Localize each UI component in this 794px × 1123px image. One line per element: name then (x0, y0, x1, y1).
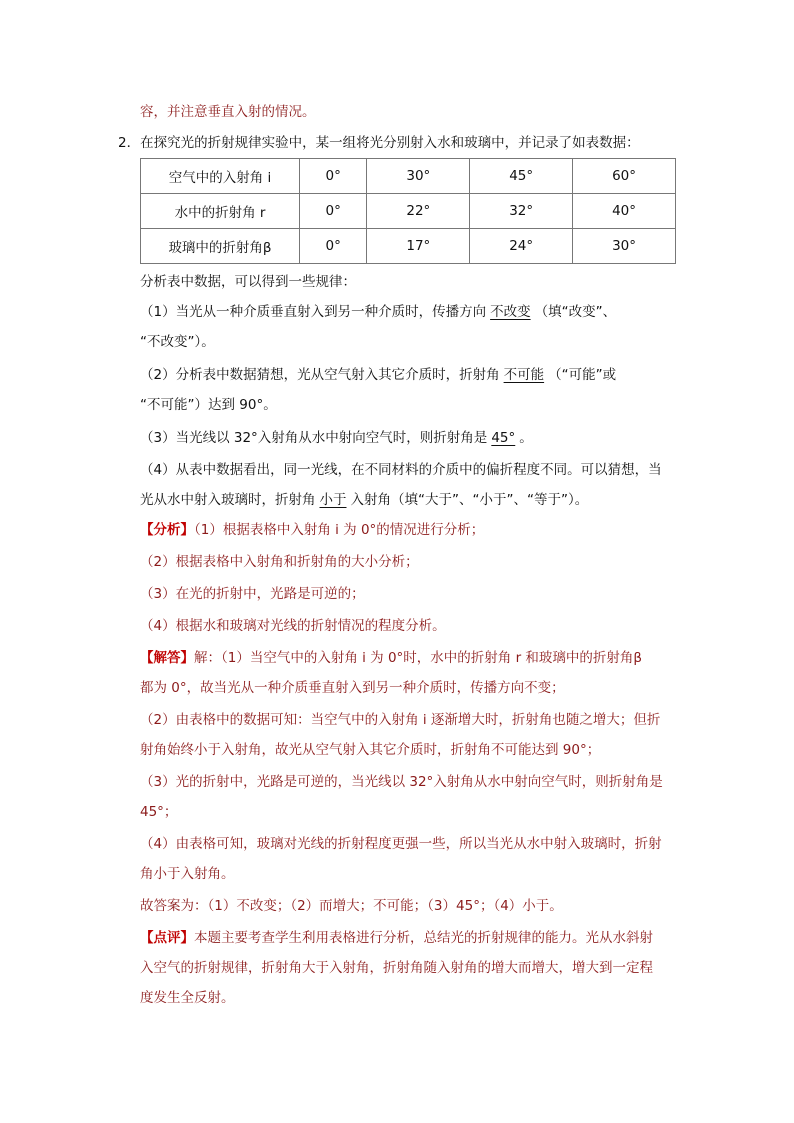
table-cell: 32° (470, 194, 573, 229)
q4-line2 (140, 490, 588, 510)
q1-text: （1）当光从一种介质垂直射入到另一种介质时，传播方向 (140, 304, 487, 320)
q1-line1 (140, 302, 616, 322)
fenxi-line2: （2）根据表格中入射角和折射角的大小分析； (140, 554, 419, 570)
table-cell: 45° (470, 159, 573, 194)
dianping-line3: 度发生全反射。 (140, 990, 235, 1006)
analysis-intro: 分析表中数据，可以得到一些规律： (140, 274, 356, 290)
table-cell: 40° (573, 194, 676, 229)
jieda-line1 (140, 648, 642, 668)
jieda-line3: （2）由表格中的数据可知：当空气中的入射角 i 逐渐增大时，折射角也随之增大；但折 (140, 712, 661, 728)
q2-answer-blank: 不可能 (503, 367, 545, 383)
jieda-tag: 【解答】 (140, 650, 194, 666)
dianping-line1 (140, 928, 653, 948)
fenxi-text: （1）根据表格中入射角 i 为 0°的情况进行分析； (194, 522, 485, 538)
fenxi-line1 (140, 520, 484, 540)
q3-answer-blank: 45° (491, 430, 516, 446)
jieda-line2: 都为 0°，故当光从一种介质垂直射入到另一种介质时，传播方向不变； (140, 680, 565, 696)
q4-text: 光从水中射入玻璃时，折射角 (140, 492, 316, 508)
jieda-text: 解：（1）当空气中的入射角 i 为 0°时，水中的折射角 r 和玻璃中的折射角β (194, 650, 643, 666)
table-row-label: 水中的折射角 r (141, 194, 300, 229)
jieda-line6: 45°； (140, 804, 178, 820)
jieda-line8: 角小于入射角。 (140, 866, 235, 882)
q3-text: （3）当光线以 32°入射角从水中射向空气时，则折射角是 (140, 430, 488, 446)
q2-line2: “不可能”）达到 90°。 (140, 397, 277, 413)
q1-answer-blank: 不改变 (490, 304, 531, 320)
table-cell: 17° (367, 229, 470, 264)
table-row (141, 229, 676, 264)
table-cell: 60° (573, 159, 676, 194)
table-row (141, 194, 676, 229)
question-number: 2． (118, 135, 141, 151)
fenxi-tag: 【分析】 (140, 522, 194, 538)
table-row-label: 空气中的入射角 i (141, 159, 300, 194)
table-cell: 0° (300, 229, 367, 264)
q2-text-b: （“可能”或 (548, 367, 617, 383)
q4-answer-blank: 小于 (319, 492, 347, 508)
fenxi-line3: （3）在光的折射中，光路是可逆的； (140, 586, 365, 602)
q3-line (140, 428, 533, 448)
answer-line: 故答案为：（1）不改变；（2）而增大；不可能；（3）45°；（4）小于。 (140, 898, 563, 914)
table-cell: 24° (470, 229, 573, 264)
q4-line1: （4）从表中数据看出，同一光线，在不同材料的介质中的偏折程度不同。可以猜想，当 (140, 462, 662, 478)
question-text: 在探究光的折射规律实验中，某一组将光分别射入水和玻璃中，并记录了如表数据： (140, 135, 640, 151)
q2-text: （2）分析表中数据猜想，光从空气射入其它介质时，折射角 (140, 367, 500, 383)
q1-line2: “不改变”）。 (140, 334, 215, 350)
q4-text-c: 入射角（填“大于”、“小于”、“等于”）。 (350, 492, 589, 508)
jieda-line7: （4）由表格可知，玻璃对光线的折射程度更强一些，所以当光从水中射入玻璃时，折射 (140, 836, 662, 852)
table-cell: 30° (367, 159, 470, 194)
q1-text-b: （填“改变”、 (534, 304, 617, 320)
fenxi-line4: （4）根据水和玻璃对光线的折射情况的程度分析。 (140, 618, 446, 634)
dianping-tag: 【点评】 (140, 930, 194, 946)
table-cell: 0° (300, 159, 367, 194)
table-cell: 22° (367, 194, 470, 229)
q3-text-b: 。 (519, 430, 533, 446)
table-row (141, 159, 676, 194)
jieda-line5: （3）光的折射中，光路是可逆的，当光线以 32°入射角从水中射向空气时，则折射角是 (140, 774, 663, 790)
dianping-line2: 入空气的折射规律，折射角大于入射角，折射角随入射角的增大而增大，增大到一定程 (140, 960, 653, 976)
q2-line1 (140, 365, 616, 385)
question-2 (118, 133, 640, 153)
table-cell: 30° (573, 229, 676, 264)
data-table (140, 158, 676, 264)
dianping-text: 本题主要考查学生利用表格进行分析，总结光的折射规律的能力。光从水斜射 (194, 930, 653, 946)
intro-tail: 容，并注意垂直入射的情况。 (140, 104, 316, 120)
table-row-label: 玻璃中的折射角β (141, 229, 300, 264)
table-cell: 0° (300, 194, 367, 229)
jieda-line4: 射角始终小于入射角，故光从空气射入其它介质时，折射角不可能达到 90°； (140, 742, 601, 758)
